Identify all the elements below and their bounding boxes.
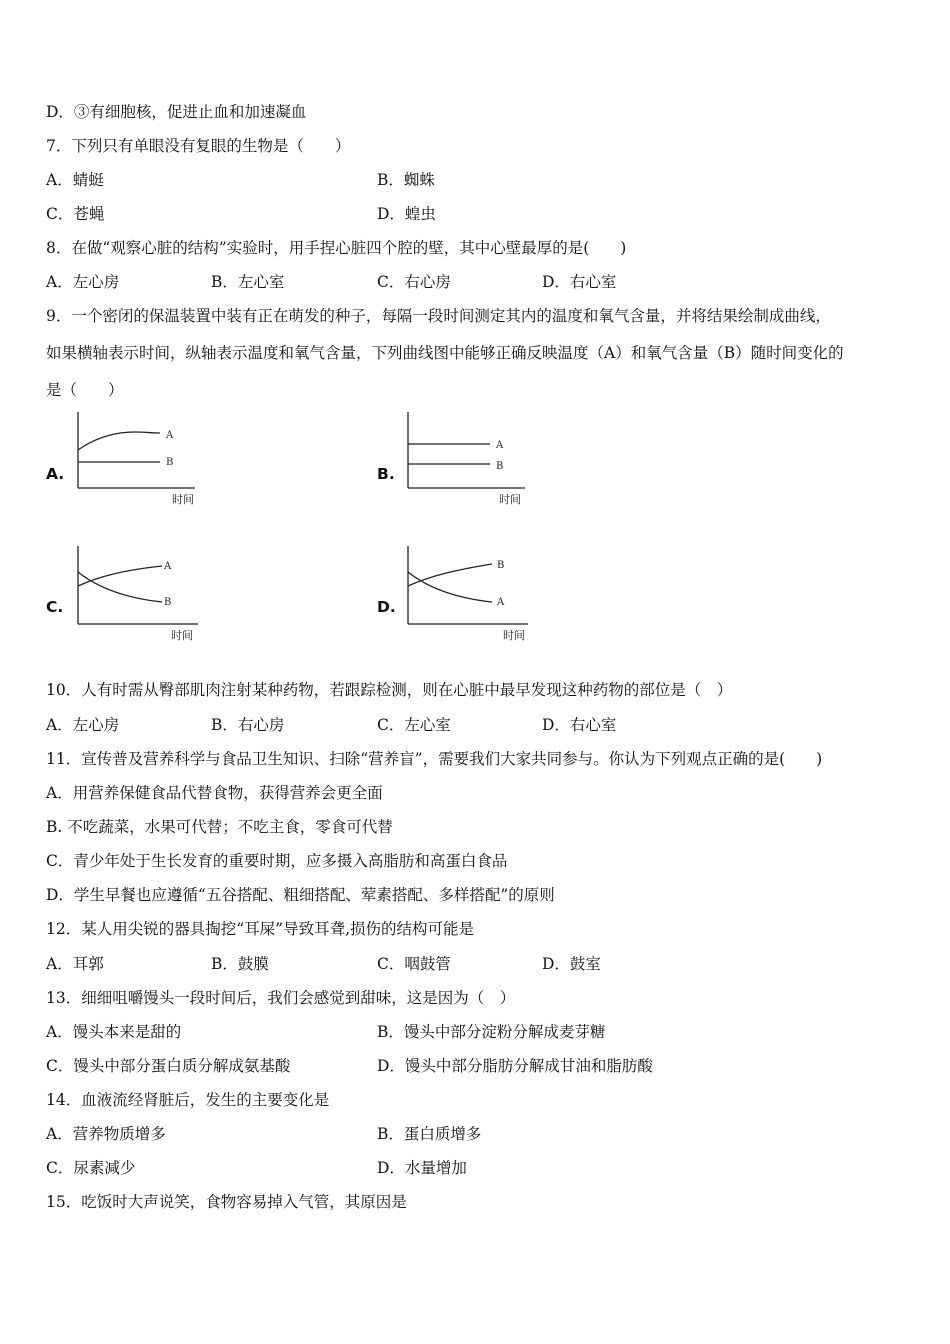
q13-option-b: B．馒头中部分淀粉分解成麦芽糖 [377,1023,606,1041]
q9-stem-line-2: 如果横轴表示时间，纵轴表示温度和氧气含量，下列曲线图中能够正确反映温度（A）和氧气含量（B）随时间变化的 [46,344,844,362]
q9-stem-line-3: 是（ ） [46,381,124,399]
q8-option-b: B．左心室 [211,273,285,291]
graph-d-label: D. [377,598,396,616]
q13-option-a: A．馒头本来是甜的 [46,1023,182,1041]
q14-option-a: A．营养物质增多 [46,1125,166,1143]
graph-b-xlabel: 时间 [499,493,521,506]
q13-stem: 13．细细咀嚼馒头一段时间后，我们会感觉到甜味，这是因为（ ） [46,989,516,1007]
graph-c-xlabel: 时间 [171,629,193,642]
graph-c-label: C. [46,598,64,616]
graph-d [400,542,540,644]
graph-a-curve-top-label: A [166,430,174,441]
graph-d-xlabel: 时间 [503,629,525,642]
q14-stem: 14．血液流经肾脏后，发生的主要变化是 [46,1091,330,1109]
graph-c-curve-bottom-label: B [164,597,172,608]
q10-option-d: D．右心室 [542,716,617,734]
q14-option-c: C．尿素减少 [46,1159,136,1177]
q15-stem: 15．吃饭时大声说笑，食物容易掉入气管，其原因是 [46,1193,407,1211]
q8-option-a: A．左心房 [46,273,120,291]
q9-stem-line-1: 9．一个密闭的保温装置中装有正在萌发的种子，每隔一段时间测定其内的温度和氧气含量，并将结果绘制成曲线， [46,307,831,325]
graph-a-xlabel: 时间 [172,493,194,506]
graph-b-label: B. [377,465,395,483]
graph-a-label: A. [46,465,65,483]
q8-option-d: D．右心室 [542,273,617,291]
q11-option-c: C．青少年处于生长发育的重要时期，应多摄入高脂肪和高蛋白食品 [46,852,508,870]
graph-d-curve-top-label: B [497,560,505,571]
graph-d-curve-top [408,564,492,586]
graph-b [400,408,540,508]
q8-stem: 8．在做“观察心脏的结构”实验时，用手捏心脏四个腔的壁，其中心壁最厚的是( ) [46,239,627,257]
q12-option-c: C．咽鼓管 [377,955,451,973]
q11-option-a: A．用营养保健食品代替食物，获得营养会更全面 [46,784,383,802]
graph-b-curve-top-label: A [496,440,504,451]
q7-option-b: B．蜘蛛 [377,171,435,189]
graph-a-curve-top [78,432,160,450]
q12-option-a: A．耳郭 [46,955,104,973]
graph-c-curve-top-label: A [164,561,172,572]
graph-a [70,408,200,508]
q12-option-d: D．鼓室 [542,955,601,973]
q8-option-c: C．右心房 [377,273,451,291]
q6-option-d: D．③有细胞核，促进止血和加速凝血 [46,103,307,121]
graph-c-curve-bottom [78,572,162,602]
graph-d-curve-bottom-label: A [497,597,505,608]
q10-option-c: C．左心室 [377,716,451,734]
graph-c [70,542,210,644]
graph-c-curve-top [78,566,162,586]
q14-option-d: D．水量增加 [377,1159,467,1177]
q12-stem: 12．某人用尖锐的器具掏挖“耳屎”导致耳聋,损伤的结构可能是 [46,920,475,938]
q11-option-d: D．学生早餐也应遵循“五谷搭配、粗细搭配、荤素搭配、多样搭配”的原则 [46,886,555,904]
q7-option-a: A．蜻蜓 [46,171,104,189]
q11-stem: 11．宣传普及营养科学与食品卫生知识、扫除“营养盲”，需要我们大家共同参与。你认为下列观点正确的是( ) [46,750,823,768]
q13-option-c: C．馒头中部分蛋白质分解成氨基酸 [46,1057,291,1075]
q12-option-b: B．鼓膜 [211,955,269,973]
q13-option-d: D．馒头中部分脂肪分解成甘油和脂肪酸 [377,1057,653,1075]
q7-option-d: D．蝗虫 [377,205,436,223]
q14-option-b: B．蛋白质增多 [377,1125,482,1143]
q10-option-a: A．左心房 [46,716,120,734]
q7-stem: 7．下列只有单眼没有复眼的生物是（ ） [46,137,351,155]
q10-stem: 10．人有时需从臀部肌肉注射某种药物，若跟踪检测，则在心脏中最早发现这种药物的部位是（ ） [46,681,733,699]
q10-option-b: B．右心房 [211,716,285,734]
graph-d-curve-bottom [408,572,492,602]
graph-b-curve-bottom-label: B [496,461,504,472]
graph-a-curve-bottom-label: B [166,457,174,468]
q11-option-b: B. 不吃蔬菜，水果可代替；不吃主食，零食可代替 [46,818,393,836]
q7-option-c: C．苍蝇 [46,205,105,223]
